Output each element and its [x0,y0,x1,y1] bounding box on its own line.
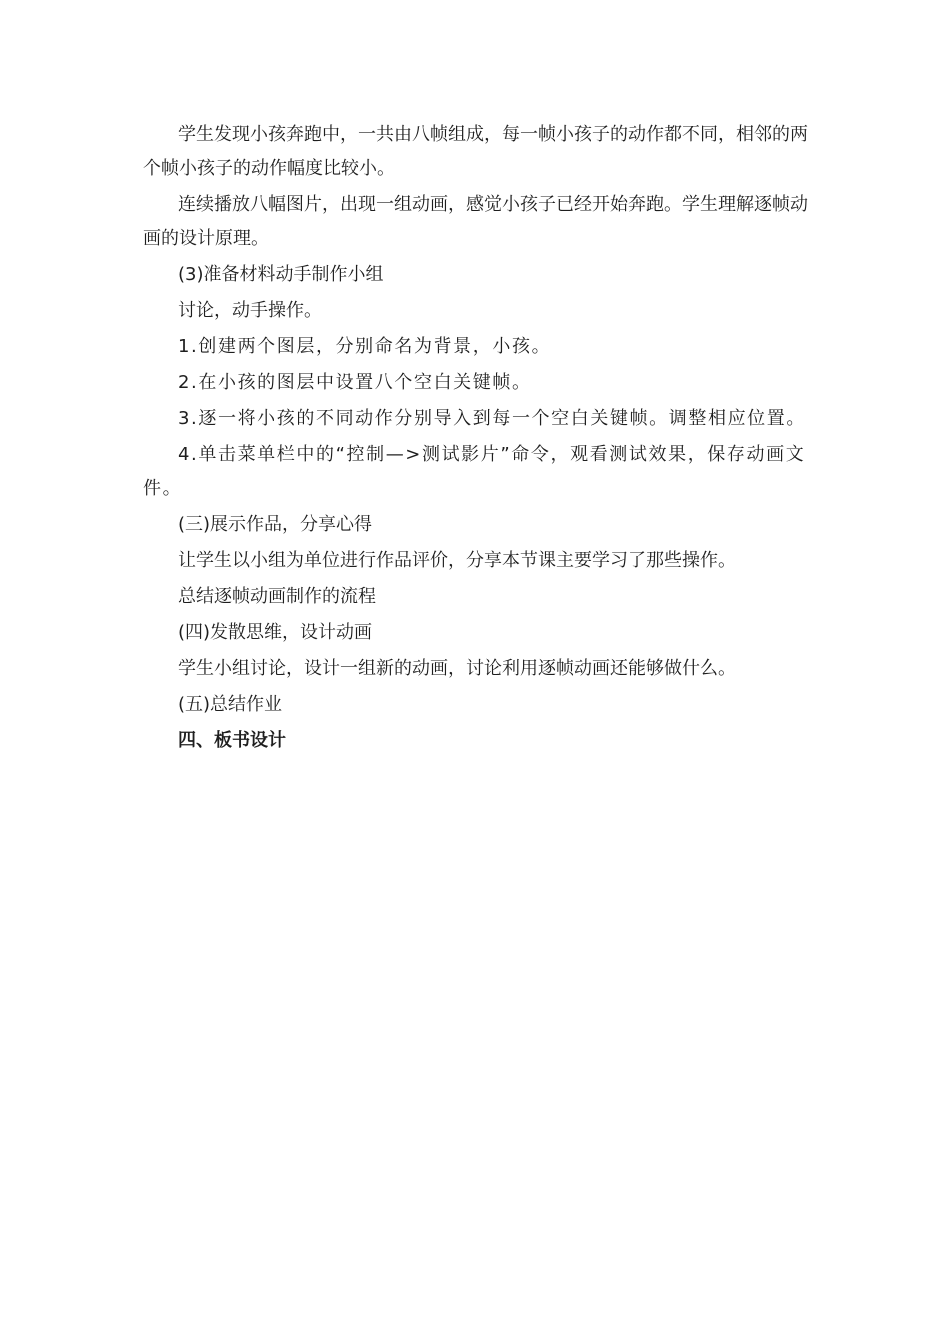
document-body [143,118,808,760]
heading-show-works: (三)展示作品，分享心得 [178,514,373,535]
paragraph-discussion: 讨论，动手操作。 [178,300,322,321]
paragraph-observation: 学生发现小孩奔跑中，一共由八帧组成，每一帧小孩子的动作都不同，相邻的两个帧小孩子的动作幅度比较小。 [143,124,808,179]
paragraph-evaluation: 让学生以小组为单位进行作品评价，分享本节课主要学习了那些操作。 [178,550,736,571]
heading-divergent-thinking: (四)发散思维，设计动画 [178,622,373,643]
step-3: 3.逐一将小孩的不同动作分别导入到每一个空白关键帧。调整相应位置。 [178,408,806,429]
paragraph-playback: 连续播放八幅图片，出现一组动画，感觉小孩子已经开始奔跑。学生理解逐帧动画的设计原理。 [143,194,808,249]
paragraph-summary-process: 总结逐帧动画制作的流程 [178,586,376,607]
step-4: 4.单击菜单栏中的“控制—>测试影片”命令，观看测试效果，保存动画文件。 [143,444,806,499]
heading-homework: (五)总结作业 [178,694,283,715]
step-2: 2.在小孩的图层中设置八个空白关键帧。 [178,372,532,393]
step-1: 1.创建两个图层，分别命名为背景，小孩。 [178,336,552,357]
paragraph-group-design: 学生小组讨论，设计一组新的动画，讨论利用逐帧动画还能够做什么。 [178,658,736,679]
heading-board-design: 四、板书设计 [178,730,286,751]
heading-prepare-materials: (3)准备材料动手制作小组 [178,264,384,285]
